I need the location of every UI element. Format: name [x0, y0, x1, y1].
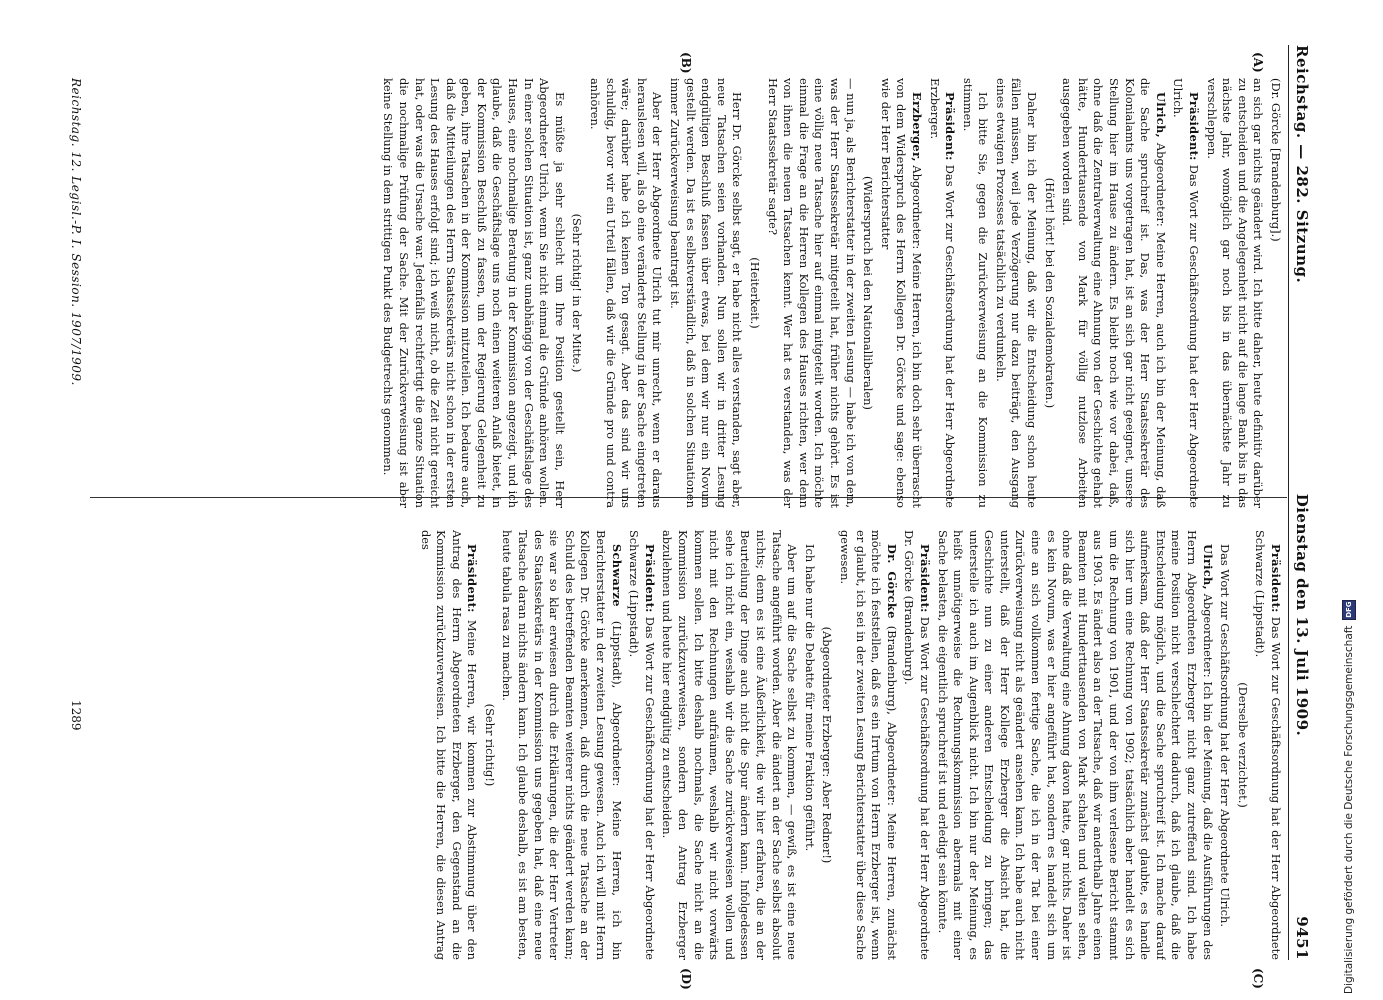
speech-paragraph [836, 530, 898, 960]
margin-letter-c: (C) [1251, 968, 1265, 989]
text-paragraph: Ich habe nur die Debatte für meine Fraktion geführt. [802, 544, 817, 852]
text-paragraph: Aber der Herr Abgeordnete Ulrich tut mir unrecht, wenn er daraus herauslesen will, als ob eine veränderte Stellung in der Sache eingetreten wäre; darüber habe ich keinen Ton gesagt. Aber das sind wir uns schuldig, bevor wir ein Urteil fällen, daß wir die Gründe pro und contra anhören. [588, 78, 665, 508]
speech-text: Abgeordneter: Ich bin der Meinung, daß die Ausführungen des Herrn Abgeordneten Erzberger nicht ganz zutreffend sind. Ich habe meine Position nicht verschlechtert dadurch, daß ich glaube, daß die Entscheidung möglich, und die Sache spruchreif ist. Ich mache darauf aufmerksam, daß der Herr Staatssekretär zunächst glaubte, es handle sich hier um eine Rechnung von 1902; tatsächlich aber handelt es sich um die Rechnung von 1901, und der von ihm verlesene Bericht stammt aus 1903. Es ändert also an der Tatsache, daß wir anderthalb Jahre einen Beamten mit Hunderttausenden von Mark schalten und walten sehen, ohne daß die Verwaltung eine Ahnung davon hatte, gar nichts. Daher ist es kein Novum, was er hier angeführt hat, sondern es handelt sich um eine an sich vollkommen fertige Sache, die ich in der Tat bei einer Zurückverweisung nicht als geändert ansehen kann. Ich habe auch nicht unterstellt, daß der Herr Kollege Erzberger die Absicht hat, die Geschichte nun zu einer anderen Entscheidung zu bringen; das unterstelle ich auch im Augenblick nicht. Ich bin nur der Meinung, es heißt unnötigerweise die Rechnungskommission abermals mit einer Sache belasten, die eigentlich spruchreif ist und erledigt sein könnte. [935, 530, 1215, 960]
speech-text: Das Wort zur Geschäftsordnung hat der Herr Abgeordnete Ulrich. [1171, 78, 1202, 508]
speaker-name: Erzberger, [909, 92, 924, 162]
speaker-name: Schwarze [609, 544, 624, 607]
left-column [95, 78, 1283, 508]
text-paragraph: (Dr. Görcke [Brandenburg].) [1269, 78, 1283, 242]
speech-paragraph [626, 530, 657, 960]
text-paragraph: Aber um auf die Sache selbst zu kommen, — gewiß, es ist eine neue Tatsache angeführt worden. Aber die ändert an der Sache selbst absolut nichts; denn es ist eine Äußerlichkeit, die wir hier erfahren, die an der Beurteilung der Dinge auch nicht die Spur ändern kann. Infolgedessen sehe ich nicht ein, weshalb wir die Sache zurückverweisen wollen und nicht mit den Rechnungen aufräumen, weshalb wir nicht vorwärts kommen sollen. Ich bitte deshalb nochmals, die Sache nicht an die Kommission zurückzuverweisen, sondern den Antrag Erzberger abzulehnen und heute hier endgültig zu entscheiden. [660, 530, 800, 960]
right-column [95, 530, 1283, 960]
interjection: (Abgeordneter Erzberger: Aber Redner!) [820, 626, 835, 864]
speech-text: Das Wort zur Geschäftsordnung hat der Herr Abgeordnete Schwarze (Lippstadt). [1253, 530, 1283, 960]
speaker-name: Dr. Görcke [884, 544, 899, 619]
header-page-number: 9451 [1293, 916, 1311, 960]
header-left: Reichstag. — 282. Sitzung. [1293, 45, 1311, 284]
speaker-name: Präsident: [1269, 544, 1283, 613]
speaker-name: Präsident: [1187, 92, 1202, 161]
text-paragraph: Ich bitte Sie, gegen die Zurückverweisung an die Kommission zu stimmen. [960, 78, 991, 508]
speech-paragraph [934, 530, 1215, 960]
text-paragraph: Das Wort zur Geschäftsordnung hat der Herr Abgeordnete Ulrich. [1218, 544, 1233, 928]
running-head [1288, 45, 1315, 960]
speaker-name: Präsident: [642, 544, 657, 613]
speaker-name: Präsident: [465, 544, 480, 613]
speech-paragraph [499, 530, 624, 960]
speech-paragraph [1170, 78, 1201, 508]
footer-left: Reichstag. 12. Legisl.-P. I. Session. 1907/1909. [69, 78, 83, 386]
speaker-name: Ulrich, [1200, 544, 1215, 590]
dfg-logo: DFG [1342, 600, 1356, 620]
text-paragraph: an sich gar nichts geändert wird. Ich bitte daher, heute definitiv darüber zu entscheiden und die Angelegenheit nicht auf die lange Bank bis in das nächste Jahr, womöglich gar noch bis in das übernächste Jahr zu verschleppen. [1204, 78, 1266, 508]
speech-text: Das Wort zur Geschäftsordnung hat der Herr Abgeordnete Dr. Görcke (Brandenburg). [902, 530, 932, 960]
speech-paragraph [877, 78, 924, 508]
speaker-name: Präsident: [943, 92, 958, 161]
digitization-note [1338, 0, 1360, 1000]
interjection: (Heiterkeit.) [748, 257, 762, 329]
interjection: (Widerspruch bei den Nationalliberalen) [861, 176, 876, 410]
speech-text: Abgeordneter: Meine Herren, auch ich bin der Meinung, daß die Sache spruchreif ist. Das, was der Herr Staatssekretär des Kolonialamts uns vorgetragen hat, ist an sich gar nicht geeignet, unsere Stellung hier im Hause zu ändern. Es bleibt noch wie vor dabei, daß, ohne daß die Zentralverwaltung eine Ahnung von der Geschichte gehabt hätte, Hunderttausende von Mark für völlig nutzlose Arbeiten ausgegeben worden sind. [1060, 78, 1168, 508]
margin-letter-a: (A) [1251, 52, 1265, 73]
speech-text: Abgeordneter: Meine Herren, ich bin doch sehr überrascht von dem Widerspruch des Herrn Kollegen Dr. Görcke und sage: ebenso wie der Herr Berichterstatter [878, 78, 924, 508]
margin-letter-d: (D) [679, 968, 693, 990]
speaker-name: Präsident: [917, 544, 932, 613]
speech-text: (Brandenburg), Abgeordneter: Meine Herren, zunächst möchte ich feststellen, daß es ein Irrtum von Herrn Erzberger ist, wenn er glaubt, ich sei in der zweiten Lesung Berichterstatter über diese Sache gewesen. [837, 530, 899, 960]
speech-text: Das Wort zur Geschäftsordnung hat der Herr Abgeordnete Schwarze (Lippstadt). [627, 530, 657, 960]
text-paragraph: Daher bin ich der Meinung, daß wir die Entscheidung schon heute fällen müssen, weil jede Verzögerung nur dazu beiträgt, den Ausgang eines etwaigen Prozesses tatsächlich zu verdunkeln. [993, 78, 1040, 508]
speech-paragraph [1252, 530, 1283, 960]
interjection: (Hört! hört! bei den Sozialdemokraten.) [1042, 177, 1057, 409]
digitization-text: Digitalisierung gefördert durch die Deutsche Forschungsgemeinschaft [1343, 625, 1355, 994]
speech-paragraph [1059, 78, 1168, 508]
speech-paragraph [926, 78, 957, 508]
speech-text: (Lippstadt), Abgeordneter: Meine Herren, ich bin Berichterstatter in der zweiten Lesung gewesen. Auch ich will mit Herrn Kollegen Dr. Görcke anerkennen, daß durch die neue Tatsache an der Schuld des betreffenden Beamten weiterer nichts geändert werden kann; sie war so klar erwiesen durch die Erklärungen, die der Herr Vertreter des Staatssekretärs in der Kommission uns gegeben hat, daß eine neue Tatsache daran nichts ändern kann. Ich glaube deshalb, es ist am besten, heute tabula rasa zu machen. [500, 530, 624, 960]
margin-letter-b: (B) [679, 52, 693, 74]
speaker-name: Ulrich, [1153, 92, 1168, 138]
speech-text: Meine Herren, wir kommen zur Abstimmung über den Antrag des Herrn Abgeordneten Erzberger, den Gegenstand an die Kommission zurückzuverweisen. Ich bitte die Herren, die diesen Antrag des [418, 530, 480, 960]
text-paragraph: — nun ja, als Berichterstatter in der zweiten Lesung — habe ich von dem, was der Herr Staatssekretär mitgeteilt hat, früher nichts gehört. Es ist eine völlig neue Tatsache hier auf einmal mitgeteilt worden. Ich möchte einmal die Frage an die Herren Kollegen des Hauses richten, wer denn von ihnen die neuen Tatsachen kennt. Wer hat es verstanden, was der Herr Staatssekretär sagte? [765, 78, 858, 508]
speech-text: Das Wort zur Geschäftsordnung hat der Herr Abgeordnete Erzberger. [927, 78, 958, 508]
speech-paragraph [901, 530, 932, 960]
header-date: Dienstag den 13. Juli 1909. [1293, 493, 1311, 737]
interjection: (Sehr richtig! in der Mitte.) [570, 213, 585, 373]
speech-paragraph [417, 530, 479, 960]
text-paragraph: Herr Dr. Görcke selbst sagt, er habe nicht alles verstanden, sagt aber, neue Tatsachen seien vorhanden. Nun sollen wir in dritter Lesung endgültigen Beschluß fassen über etwas, bei dem wir nur ein Novum gestellt werden. Da ist es selbstverständlich, daß in solchen Situationen immer Zurückverweisung beantragt ist. [668, 78, 745, 508]
interjection: (Derselbe verzichtet.) [1235, 682, 1250, 808]
footer-page-number: 1289 [69, 700, 83, 731]
text-paragraph: Es müßte ja sehr schlecht um Ihre Position gestellt sein, Herr Abgeordneter Ulrich, wenn Sie nicht einmal die Gründe anhören wollen. In einer solchen Situation ist, ganz unabhängig von der Geschäftslage des Hauses, eine nochmalige Beratung in der Kommission angezeigt, und ich glaube, daß die Geschäftslage uns noch einen weiteren Anlaß bietet, in der Kommission Beschluß zu fassen, um der Regierung Gelegenheit zu geben, ihre Tatsachen in der Kommission mitzuteilen. Ich bedaure auch, daß die Mitteilungen des Herrn Staatssekretärs nicht schon in der ersten Lesung des Hauses erfolgt sind; ich weiß nicht, ob die Zeit nicht gereicht hat, oder was die Ursache war. Jedenfalls rechtfertigt die ganze Situation die nochmalige Prüfung der Sache. Mit der Zurückverweisung ist aber keine Stellung in dem strittigen Punkt des Budgetrechts genommen. [381, 78, 567, 508]
interjection: (Sehr richtig!) [482, 703, 497, 787]
